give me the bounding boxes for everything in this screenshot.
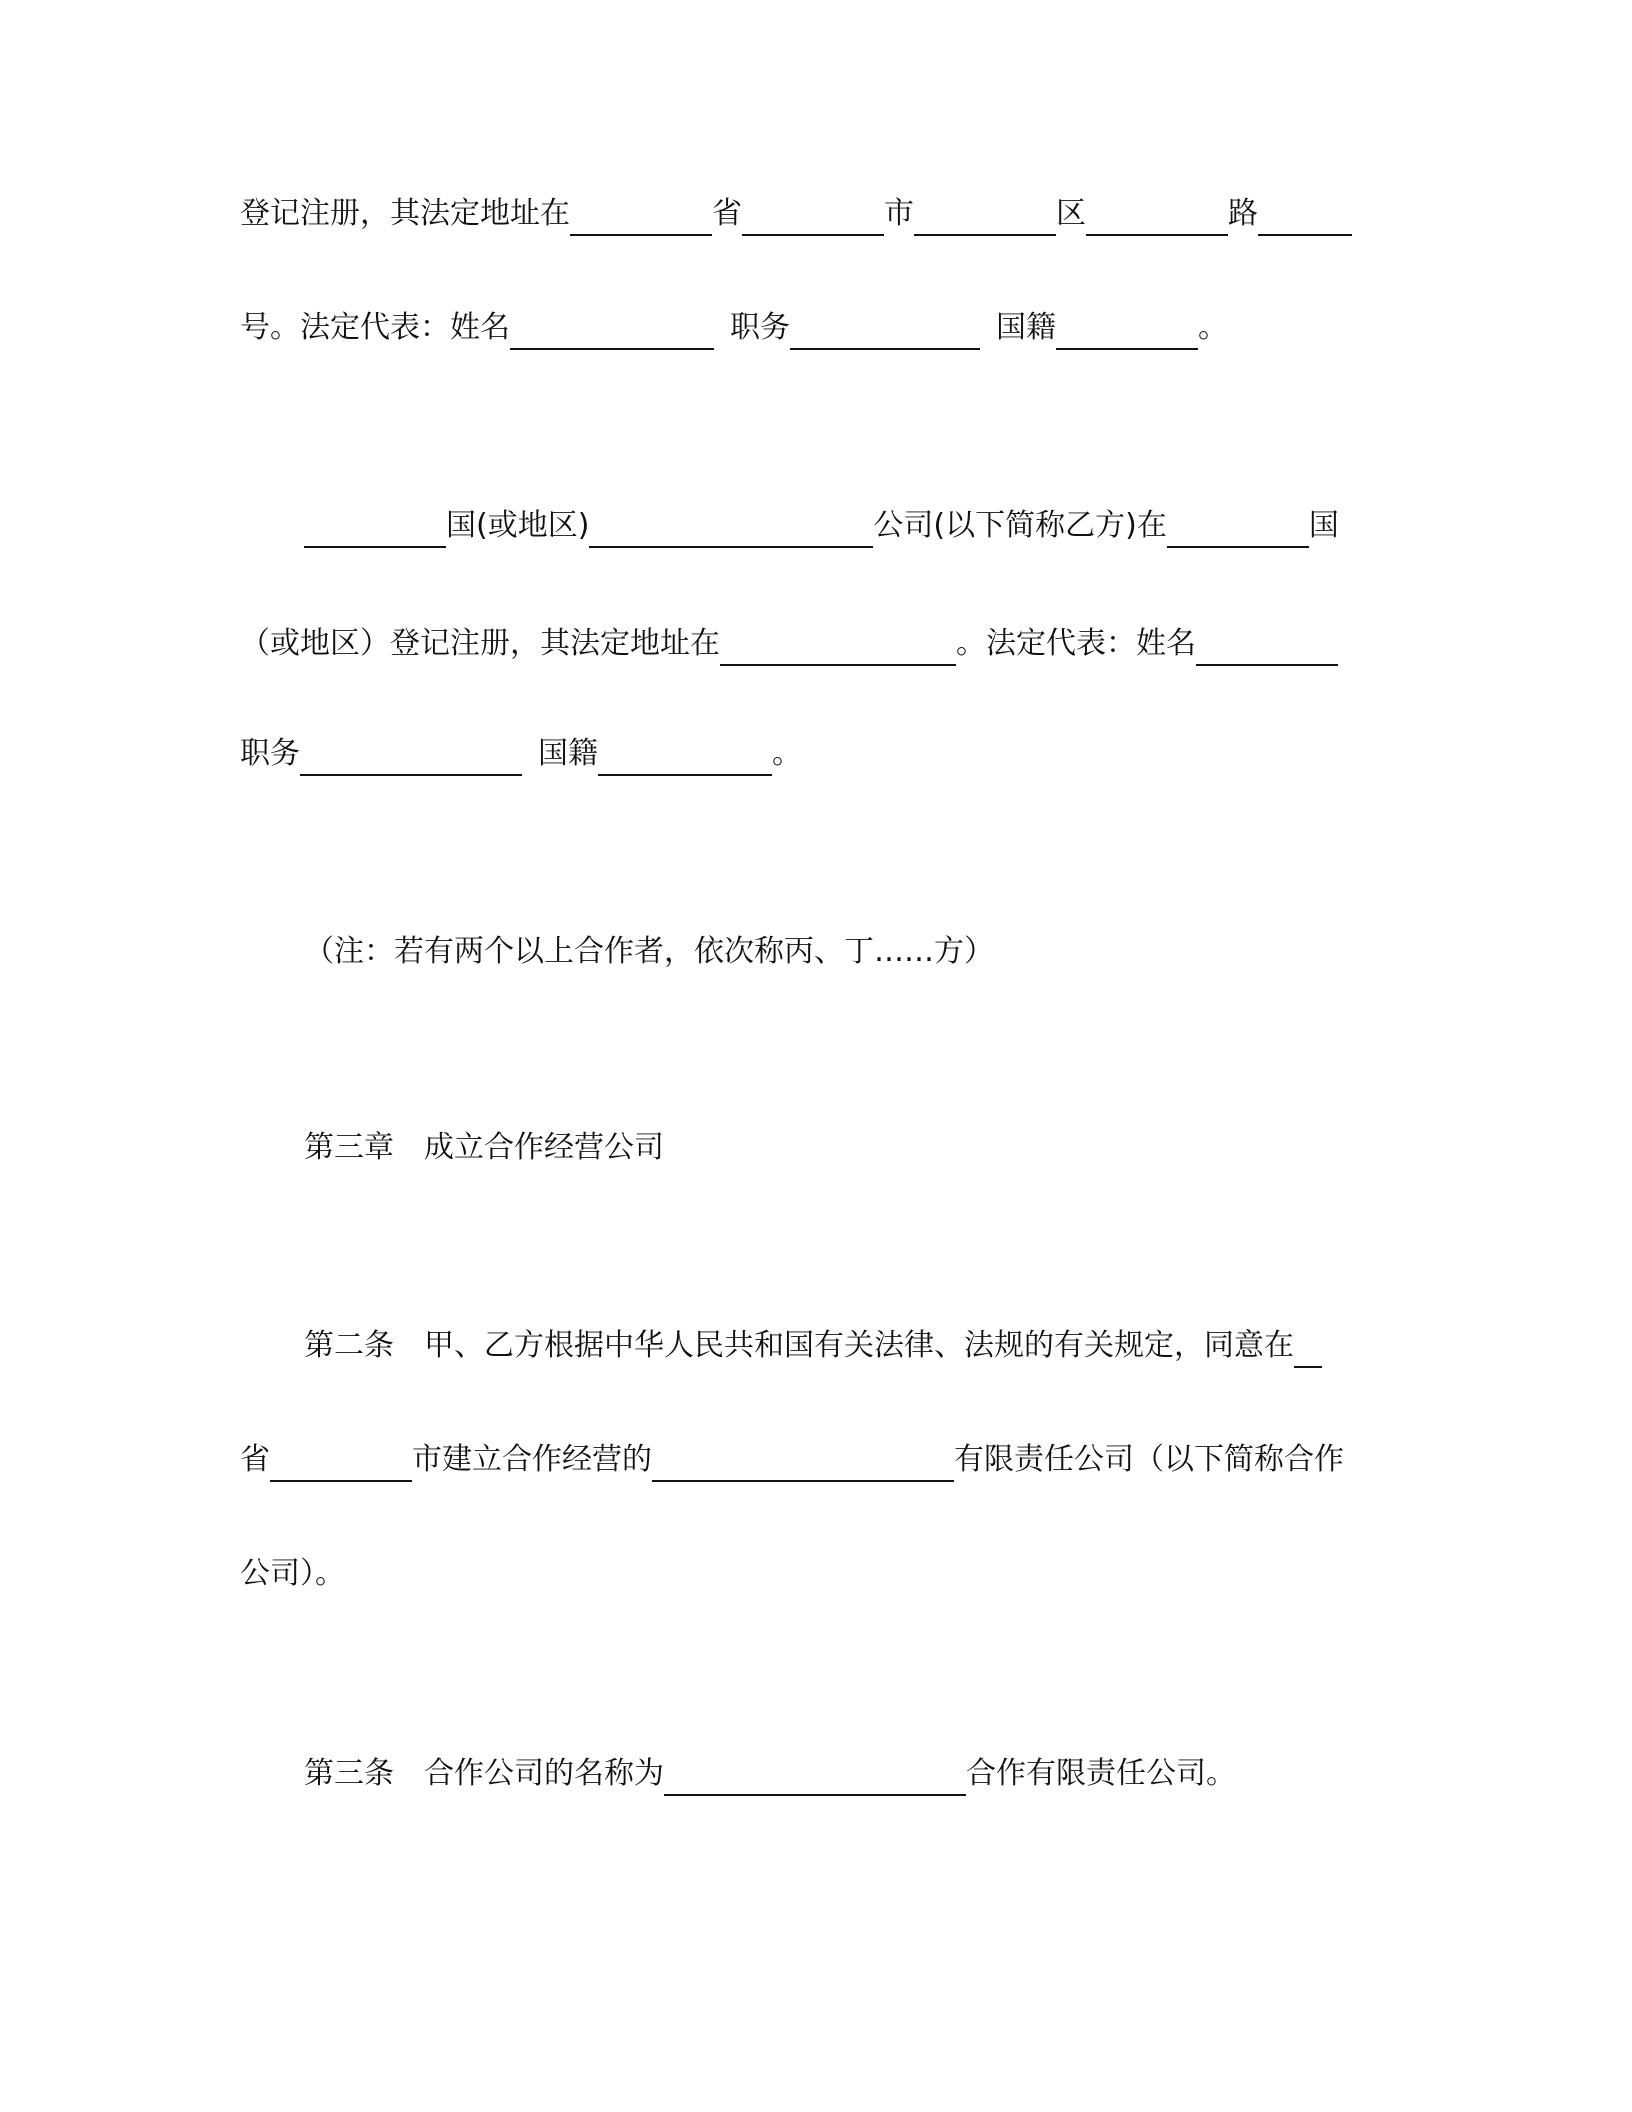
article3-line [304, 1744, 1236, 1804]
article2-city-blank[interactable] [270, 1436, 412, 1482]
district-blank[interactable] [914, 190, 1056, 236]
district-label: 区 [1056, 196, 1086, 231]
para2-line1 [304, 496, 1339, 556]
city-label: 市 [884, 196, 914, 231]
province-label: 省 [712, 196, 742, 231]
party-b-legal-rep-nationality-label: 国籍 [538, 736, 598, 771]
article2-line1 [304, 1316, 1322, 1376]
party-b-legal-rep-title-blank[interactable] [300, 730, 522, 776]
legal-rep-title-label: 职务 [730, 310, 790, 345]
cooperative-company-label: 有限责任公司（以下简称合作 [954, 1442, 1344, 1477]
party-b-registration-country-blank[interactable] [1167, 502, 1309, 548]
road-blank[interactable] [1086, 190, 1228, 236]
partner-note: （注：若有两个以上合作者，依次称丙、丁……方） [304, 934, 994, 969]
legal-rep-nationality-blank[interactable] [1056, 304, 1198, 350]
legal-rep-name-label: 号。法定代表：姓名 [240, 310, 510, 345]
note-line [304, 922, 994, 982]
article2-province-blank[interactable] [1294, 1322, 1322, 1368]
chapter-heading-line [304, 1118, 664, 1178]
party-b-address-blank[interactable] [720, 620, 956, 666]
party-b-country-blank[interactable] [304, 502, 446, 548]
para1-text-registration: 登记注册，其法定地址在 [240, 196, 570, 231]
city-blank[interactable] [742, 190, 884, 236]
party-b-registration-country-label: 国 [1308, 508, 1339, 543]
party-b-company-blank[interactable] [589, 502, 873, 548]
party-b-address-label: （或地区）登记注册，其法定地址在 [240, 626, 720, 661]
party-b-company-label: 公司(以下简称乙方)在 [873, 508, 1167, 543]
para2-line3 [240, 724, 802, 784]
party-b-legal-rep-name-blank[interactable] [1196, 620, 1338, 666]
cooperative-company-blank[interactable] [652, 1436, 954, 1482]
para2-line2 [240, 614, 1338, 674]
article2-ending: 公司）。 [240, 1556, 345, 1591]
party-b-legal-rep-name-label: 。法定代表：姓名 [956, 626, 1196, 661]
article2-line2 [240, 1430, 1344, 1490]
para1-period: 。 [1198, 310, 1228, 345]
para1-line1 [240, 184, 1352, 244]
company-name-blank[interactable] [664, 1750, 966, 1796]
legal-rep-title-blank[interactable] [790, 304, 980, 350]
chapter-three-heading: 第三章 成立合作经营公司 [304, 1130, 664, 1165]
article2-line3 [240, 1544, 345, 1604]
article3-text: 第三条 合作公司的名称为 [304, 1756, 664, 1791]
article3-ending: 合作有限责任公司。 [966, 1756, 1236, 1791]
road-label: 路 [1228, 196, 1258, 231]
article2-city-label: 市建立合作经营的 [412, 1442, 652, 1477]
province-blank[interactable] [570, 190, 712, 236]
para1-line2 [240, 298, 1228, 358]
party-b-legal-rep-nationality-blank[interactable] [598, 730, 772, 776]
party-b-legal-rep-title-label: 职务 [240, 736, 300, 771]
party-b-country-label: 国(或地区) [446, 508, 590, 543]
legal-rep-nationality-label: 国籍 [996, 310, 1056, 345]
article2-province-label: 省 [240, 1442, 270, 1477]
number-blank[interactable] [1258, 190, 1352, 236]
legal-rep-name-blank[interactable] [510, 304, 714, 350]
article2-text: 第二条 甲、乙方根据中华人民共和国有关法律、法规的有关规定，同意在 [304, 1328, 1294, 1363]
para2-period: 。 [772, 736, 802, 771]
